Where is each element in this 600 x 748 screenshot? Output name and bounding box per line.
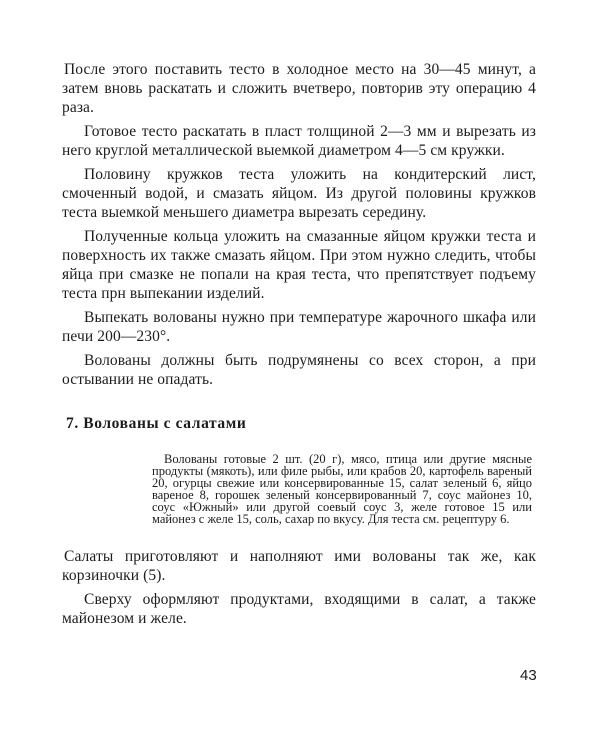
section-heading: 7. Волованы с салатами <box>66 415 247 432</box>
paragraph: Полученные кольца уложить на смазанные яйцом кружки теста и поверхность их также смазать яйцом. При этом нужно следить, чтобы яйца при смазке не попали на края теста, что препятствует подъему теста прн выпекании изделий. <box>62 228 536 302</box>
paragraph: Салаты приготовляют и наполняют ими волованы так же, как корзиночки (5). <box>62 548 536 584</box>
page-number: 43 <box>520 667 537 684</box>
paragraph: Половину кружков теста уложить на кондитерский лист, смоченный водой, и смазать яйцом. Из другой половины кружков теста выемкой меньшего диаметра вырезать середину. <box>62 166 536 221</box>
ingredients-list: Волованы готовые 2 шт. (20 г), мясо, птица или другие мясные продукты (мякоть), или филе рыбы, или крабов 20, картофель вареный 20, огурцы свежие или консервированные 15, салат зеленый 6, яйцо вареное 8, горошек зеленый консервированный 7, соус майонез 10, соус «Южный» или другой соевый соус 3, желе готовое 15 или майонез с желе 15, соль, сахар по вкусу. Для теста см. рецептуру 6. <box>152 452 532 526</box>
paragraph: Сверху оформляют продуктами, входящими в салат, а также майонезом и желе. <box>62 591 536 627</box>
paragraph: Волованы должны быть подрумянены со всех сторон, а при остывании не опадать. <box>62 352 536 388</box>
page-content <box>62 60 536 633</box>
paragraph: Готовое тесто раскатать в пласт толщиной 2—3 мм и вырезать из него круглой металлической выемкой диаметром 4—5 см кружки. <box>62 123 536 159</box>
paragraph: Выпекать волованы нужно при температуре жарочного шкафа или печи 200—230°. <box>62 309 536 345</box>
paragraph: После этого поставить тесто в холодное место на 30—45 минут, а затем вновь раскатать и сложить вчетверо, повторив эту операцию 4 раза. <box>62 61 536 116</box>
